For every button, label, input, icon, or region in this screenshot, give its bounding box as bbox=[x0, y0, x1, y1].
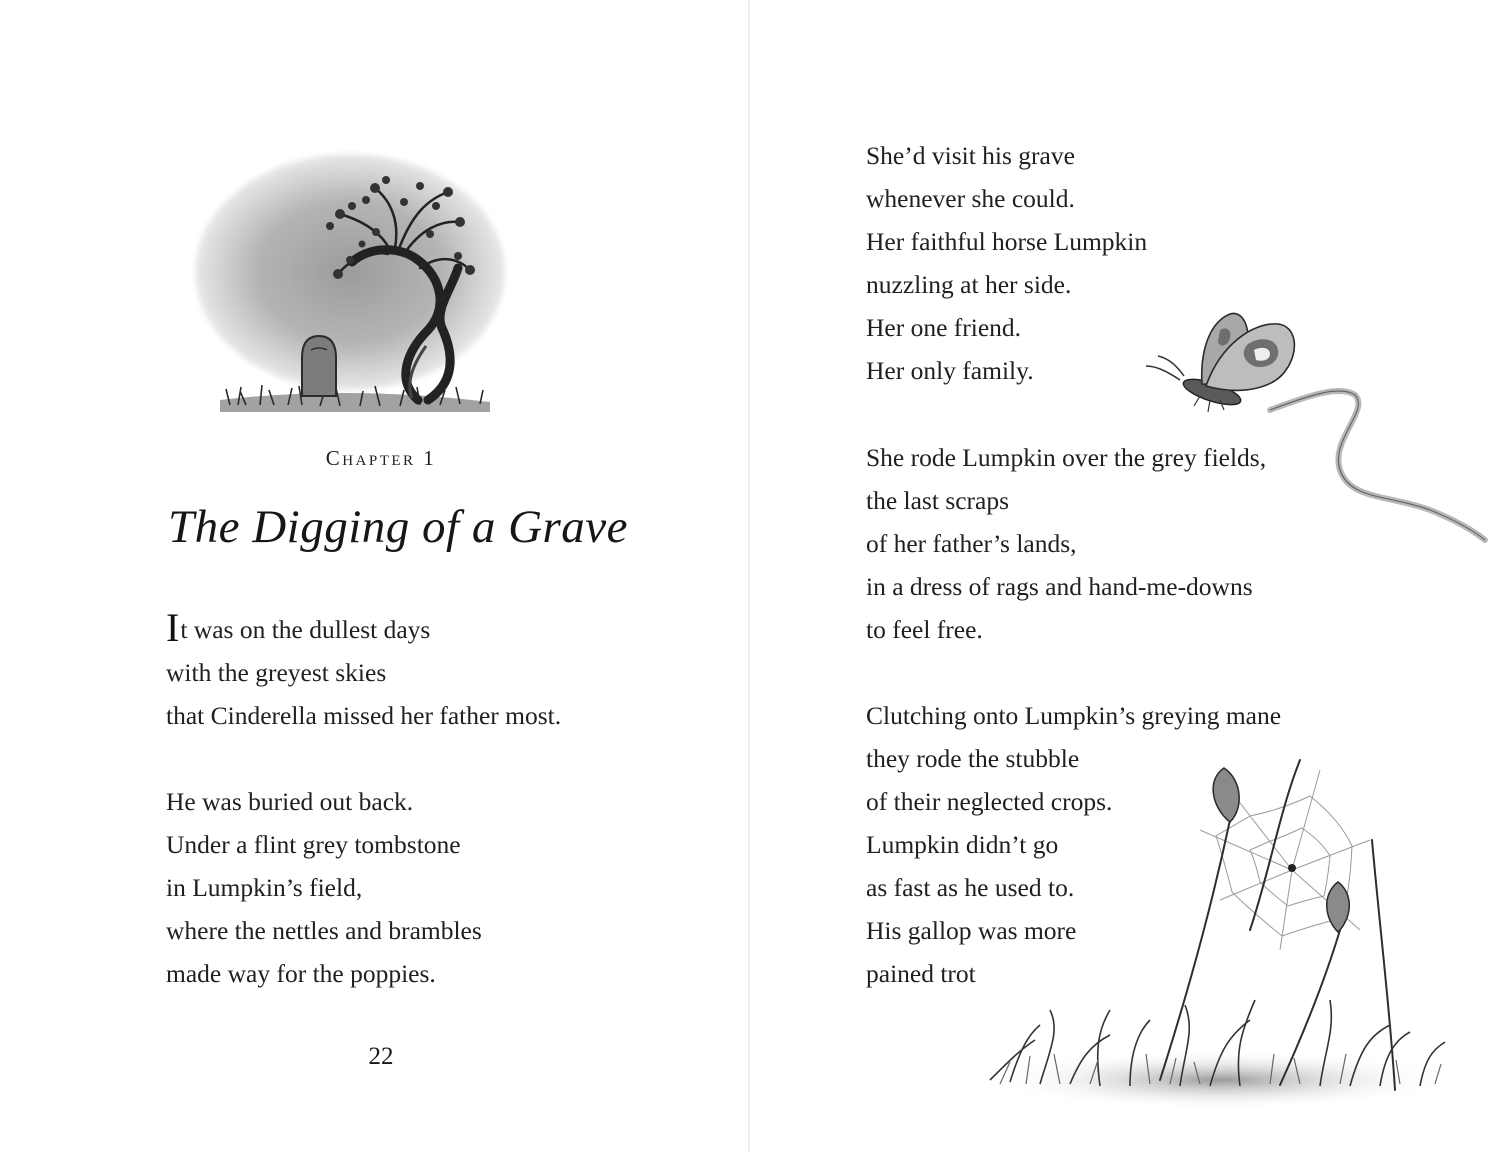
poem-line: they rode the stubble bbox=[866, 744, 1080, 773]
poem-line: in Lumpkin’s field, bbox=[166, 873, 363, 902]
poem-line: nuzzling at her side. bbox=[866, 270, 1072, 299]
wheat-heads bbox=[1213, 768, 1349, 932]
poem-line: She rode Lumpkin over the grey fields, bbox=[866, 443, 1267, 472]
poem-line: She’d visit his grave bbox=[866, 141, 1075, 170]
poem-line: Clutching onto Lumpkin’s greying mane bbox=[866, 701, 1282, 730]
tree-tombstone-illustration bbox=[190, 150, 510, 420]
poem-line: as fast as he used to. bbox=[866, 873, 1075, 902]
left-stanza-1 bbox=[166, 605, 562, 737]
flight-trail bbox=[1270, 391, 1485, 540]
chapter-label: Chapter 1 bbox=[325, 446, 437, 470]
poem-line: whenever she could. bbox=[866, 184, 1075, 213]
poem-line: made way for the poppies. bbox=[166, 959, 436, 988]
moth-antennae bbox=[1146, 356, 1184, 380]
poem-line: of their neglected crops. bbox=[866, 787, 1113, 816]
poem-line: in a dress of rags and hand-me-downs bbox=[866, 572, 1253, 601]
poem-line: where the nettles and brambles bbox=[166, 916, 482, 945]
poem-line: with the greyest skies bbox=[166, 658, 387, 687]
poem-line: He was buried out back. bbox=[166, 787, 414, 816]
poem-line: pained trot bbox=[866, 959, 976, 988]
tombstone bbox=[302, 336, 336, 396]
wheat-spiderweb-illustration bbox=[980, 750, 1450, 1110]
poem-line-text: t was on the dullest days bbox=[180, 615, 431, 644]
poem-line: Lumpkin didn’t go bbox=[866, 830, 1059, 859]
poem-line: Her faithful horse Lumpkin bbox=[866, 227, 1148, 256]
right-stanza-1 bbox=[866, 134, 1147, 392]
moth-illustration bbox=[1140, 300, 1490, 550]
page-number: 22 bbox=[368, 1043, 394, 1070]
wheat-stalks bbox=[1160, 760, 1395, 1090]
poem-line: the last scraps bbox=[866, 486, 1010, 515]
drop-cap: I bbox=[166, 605, 180, 650]
left-stanza-2 bbox=[166, 780, 482, 995]
spider bbox=[1288, 864, 1296, 872]
poem-line: of her father’s lands, bbox=[866, 529, 1077, 558]
poem-line: that Cinderella missed her father most. bbox=[166, 701, 562, 730]
poem-line: His gallop was more bbox=[866, 916, 1077, 945]
chapter-title: The Digging of a Grave bbox=[167, 501, 629, 553]
poem-line bbox=[166, 605, 561, 651]
poem-line: to feel free. bbox=[866, 615, 983, 644]
poem-line: Her one friend. bbox=[866, 313, 1022, 342]
poem-line: Under a flint grey tombstone bbox=[166, 830, 461, 859]
poem-line: Her only family. bbox=[866, 356, 1034, 385]
